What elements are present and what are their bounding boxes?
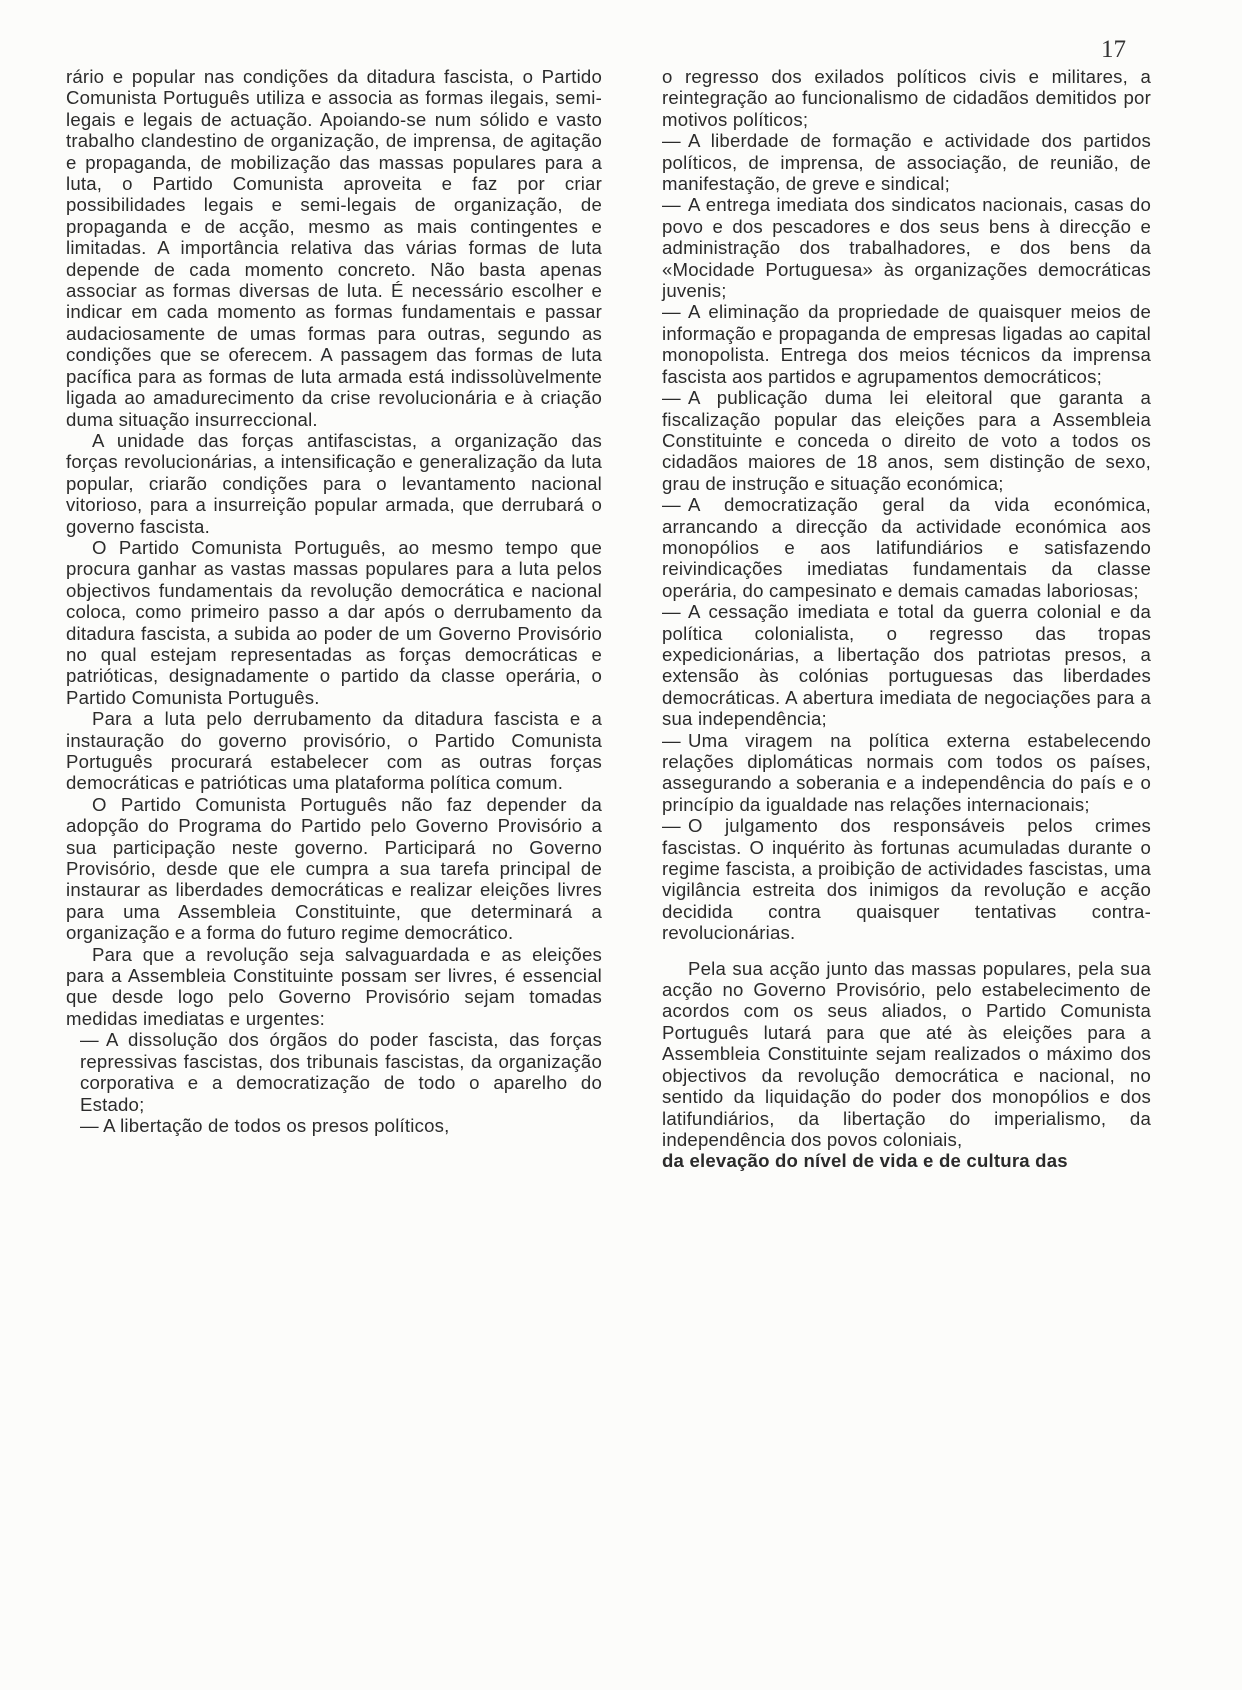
paragraph: O Partido Comunista Português, ao mesmo tempo que procura ganhar as vastas massas populares para a luta pelos objectivos fundamentais da revolução democrática e nacional coloca, como primeiro passo a dar após o derrubamento da ditadura fascista, a subida ao poder de um Governo Provisório no qual estejam representadas as forças democráticas e patrióticas, designadamente o partido da classe operária, o Partido Comunista Português.: [66, 536, 602, 708]
list-item: [662, 815, 1151, 943]
list-item: [662, 301, 1151, 387]
list-item-text: O julgamento dos responsáveis pelos crimes fascistas. O inquérito às fortunas acumuladas durante o regime fascista, a proibição de actividades fascistas, uma vigilância estreita dos inimigos da revolução e acção decidida contra quaisquer tentativas contra-revolucionárias.: [662, 815, 1151, 944]
left-column: [66, 66, 602, 1136]
list-item: [662, 387, 1151, 494]
list-item-text: A cessação imediata e total da guerra colonial e da política colonialista, o regresso das tropas expedicionárias, a libertação dos patriotas presos, a extensão às colónias portuguesas das liberdades democráticas. A abertura imediata de negociações para a sua independência;: [662, 601, 1151, 730]
right-column: [662, 66, 1151, 1172]
dash-marker: —: [662, 194, 681, 216]
dash-marker: —: [662, 494, 681, 516]
paragraph: A unidade das forças antifascistas, a organização das forças revolucionárias, a intensificação e generalização da luta popular, criarão condições para o levantamento nacional vitorioso, para a insurreição popular armada, que derrubará o governo fascista.: [66, 429, 602, 537]
dash-marker: —: [662, 601, 681, 623]
dash-marker: —: [662, 729, 681, 751]
list-item: [66, 1029, 602, 1115]
dash-marker: —: [662, 815, 681, 837]
list-item-text: Uma viragem na política externa estabelecendo relações diplomáticas normais com todos os países, assegurando a soberania e a independência do país e o princípio da igualdade nas relações internacionais;: [662, 729, 1151, 815]
list-item: [662, 494, 1151, 601]
paragraph-last-line: da elevação do nível de vida e de cultura das: [662, 1150, 1068, 1172]
paragraph: O Partido Comunista Português não faz depender da adopção do Programa do Partido pelo Governo Provisório a sua participação neste governo. Participará no Governo Provisório, desde que ele cumpra a sua tarefa principal de instaurar as liberdades democráticas e realizar eleições livres para uma Assembleia Constituinte, que determinará a organização e a forma do futuro regime democrático.: [66, 793, 602, 944]
paragraph: Para a luta pelo derrubamento da ditadura fascista e a instauração do governo provisório, o Partido Comunista Português procurará estabelecer com as outras forças democráticas e patrióticas uma plataforma política comum.: [66, 708, 602, 794]
list-item-text: A entrega imediata dos sindicatos nacionais, casas do povo e dos pescadores e dos seus bens à direcção e administração dos trabalhadores, e dos bens da «Mocidade Portuguesa» às organizações democráticas juvenis;: [662, 194, 1151, 302]
list-item-last-line: — A libertação de todos os presos políticos,: [80, 1114, 450, 1136]
list-item: [662, 194, 1151, 301]
list-item-text: A liberdade de formação e actividade dos partidos políticos, de imprensa, de associação, de reunião, de manifestação, de greve e sindical;: [662, 130, 1151, 195]
paragraph: Pela sua acção junto das massas populares, pela sua acção no Governo Provisório, pelo estabelecimento de acordos com os seus aliados, o Partido Comunista Português lutará para que até às eleições para a Assembleia Constituinte sejam realizados o máximo dos objectivos da revolução democrática e nacional, no sentido da liquidação do poder dos monopólios e dos latifundiários, da libertação do imperialismo, da independência dos povos coloniais,: [662, 957, 1151, 1150]
list-item-text: A publicação duma lei eleitoral que garanta a fiscalização popular das eleições para a Assembleia Constituinte e conceda o direito de voto a todos os cidadãos maiores de 18 anos, sem distinção de sexo, grau de instrução e situação económica;: [662, 387, 1151, 494]
list-item: [662, 601, 1151, 729]
dash-marker: —: [662, 130, 681, 152]
list-item-text: A dissolução dos órgãos do poder fascista, das forças repressivas fascistas, dos tribunais fascistas, da organização corporativa e a democratização de todo o aparelho do Estado;: [80, 1029, 602, 1115]
paragraph: Para que a revolução seja salvaguardada e as eleições para a Assembleia Constituinte possam ser livres, é essencial que desde logo pelo Governo Provisório sejam tomadas medidas imediatas e urgentes:: [66, 943, 602, 1029]
page-number: 17: [1101, 36, 1126, 63]
dash-marker: —: [662, 387, 681, 409]
paragraph: rário e popular nas condições da ditadura fascista, o Partido Comunista Português utiliza e associa as formas ilegais, semi-legais e legais de actuação. Apoiando-se num sólido e vasto trabalho clandestino de organização, de imprensa, de agitação e propaganda, de mobilização das massas populares para a luta, o Partido Comunista aproveita e faz por criar possibilidades legais e semi-legais de organização, de propaganda e de acção, mesmo as mais contingentes e limitadas. A importância relativa das várias formas de luta depende de cada momento concreto. Não basta apenas associar as formas diversas de luta. É necessário escolher e indicar em cada momento as formas fundamentais e passar audaciosamente de umas formas para outras, segundo as condições que se oferecem. A passagem das formas de luta pacífica para as formas de luta armada está indissolùvelmente ligada ao amadurecimento da crise revolucionária e à criação duma situação insurreccional.: [66, 66, 602, 430]
list-item: [662, 130, 1151, 194]
list-item-text: A democratização geral da vida económica, arrancando a direcção da actividade económica aos monopólios e aos latifundiários e satisfazendo reivindicações imediatas fundamentais da classe operária, do campesinato e demais camadas laboriosas;: [662, 494, 1151, 601]
list-item-text: A eliminação da propriedade de quaisquer meios de informação e propaganda de empresas ligadas ao capital monopolista. Entrega dos meios técnicos da imprensa fascista aos partidos e agrupamentos democráticos;: [662, 301, 1151, 387]
dash-marker: —: [80, 1029, 99, 1051]
paragraph: o regresso dos exilados políticos civis e militares, a reintegração ao funcionalismo de cidadãos demitidos por motivos políticos;: [662, 66, 1151, 130]
list-item: [662, 730, 1151, 816]
dash-marker: —: [662, 301, 681, 323]
